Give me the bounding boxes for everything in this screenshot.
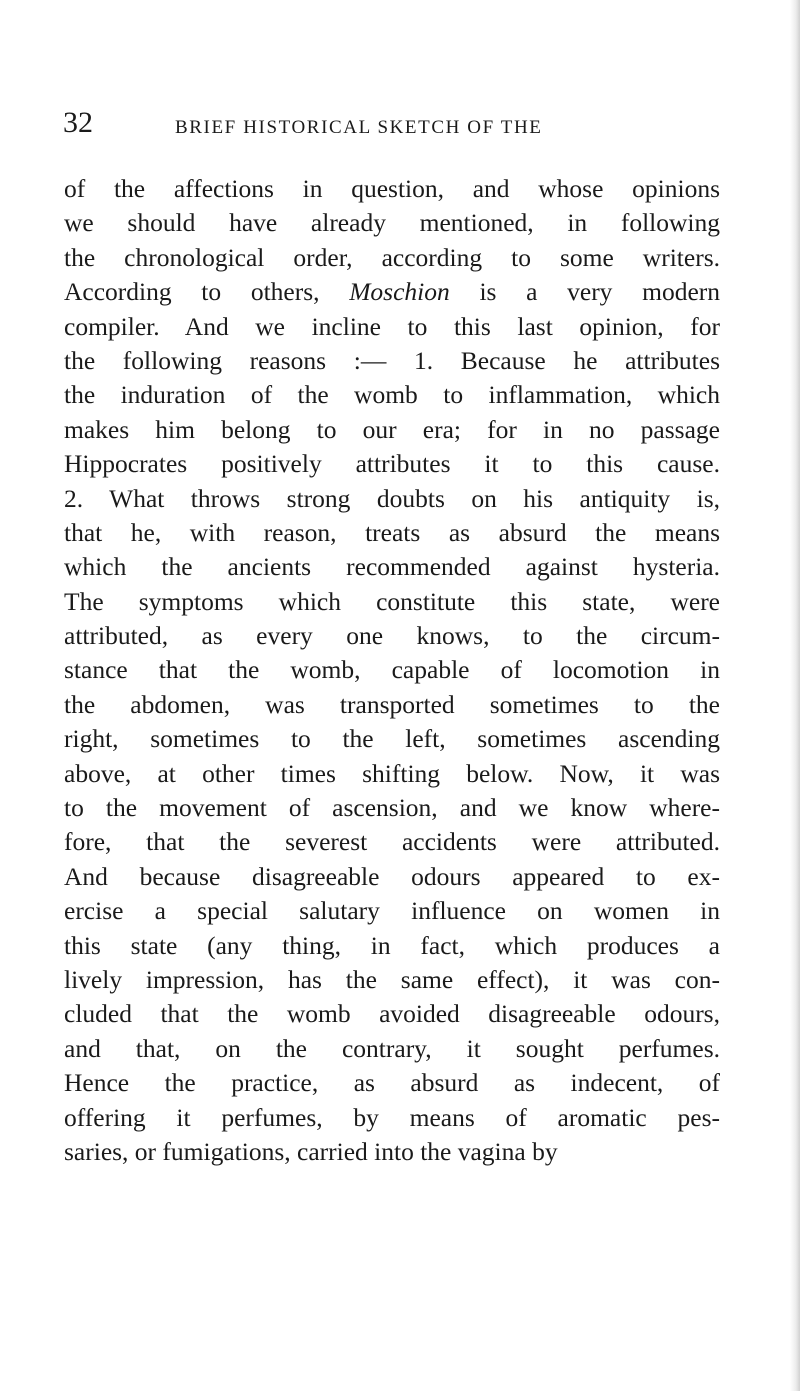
text-line: this state (any thing, in fact, which produces a xyxy=(64,930,720,960)
text-segment: According to others, xyxy=(64,277,350,307)
text-line: and that, on the contrary, it sought perfumes. xyxy=(64,1033,720,1063)
text-line: which the ancients recommended against hysteria. xyxy=(64,552,720,582)
body-text xyxy=(64,172,720,1169)
text-line: offering it perfumes, by means of aromatic pes- xyxy=(64,1102,720,1132)
text-line: makes him belong to our era; for in no passage xyxy=(64,414,720,444)
text-line: compiler. And we incline to this last opinion, for xyxy=(64,311,720,341)
text-line: the abdomen, was transported sometimes to the xyxy=(64,689,720,719)
text-line: that he, with reason, treats as absurd the means xyxy=(64,517,720,547)
text-line: we should have already mentioned, in following xyxy=(64,208,720,238)
text-line: fore, that the severest accidents were attributed. xyxy=(64,827,720,857)
page-number: 32 xyxy=(63,106,93,139)
text-segment: is a very modern xyxy=(449,277,721,307)
text-line: above, at other times shifting below. Now, it was xyxy=(64,758,720,788)
text-line: Hence the practice, as absurd as indecent, of xyxy=(64,1068,720,1098)
text-line: to the movement of ascension, and we know where- xyxy=(64,793,720,823)
text-line: ercise a special salutary influence on women in xyxy=(64,896,720,926)
text-line: the induration of the womb to inflammation, which xyxy=(64,380,720,410)
text-line: And because disagreeable odours appeared to ex- xyxy=(64,861,720,891)
page-edge-shadow xyxy=(790,0,800,1391)
italic-name: Moschion xyxy=(349,277,450,307)
text-line: Hippocrates positively attributes it to this cause. xyxy=(64,449,720,479)
text-line: of the affections in question, and whose opinions xyxy=(64,174,720,203)
text-line: attributed, as every one knows, to the circum- xyxy=(64,621,720,651)
text-line: 2. What throws strong doubts on his antiquity is, xyxy=(64,483,720,513)
text-line: lively impression, has the same effect), it was con- xyxy=(64,964,720,994)
text-line: stance that the womb, capable of locomotion in xyxy=(64,655,720,685)
text-line xyxy=(64,275,720,309)
text-line: saries, or fumigations, carried into the vagina by xyxy=(64,1136,558,1166)
text-line: the chronological order, according to some writers. xyxy=(64,242,720,272)
text-line: cluded that the womb avoided disagreeable odours, xyxy=(64,999,720,1029)
running-head: BRIEF HISTORICAL SKETCH OF THE xyxy=(175,117,543,138)
text-line: the following reasons :— 1. Because he attributes xyxy=(64,345,720,375)
text-line: The symptoms which constitute this state, were xyxy=(64,586,720,616)
text-line: right, sometimes to the left, sometimes ascending xyxy=(64,724,720,754)
